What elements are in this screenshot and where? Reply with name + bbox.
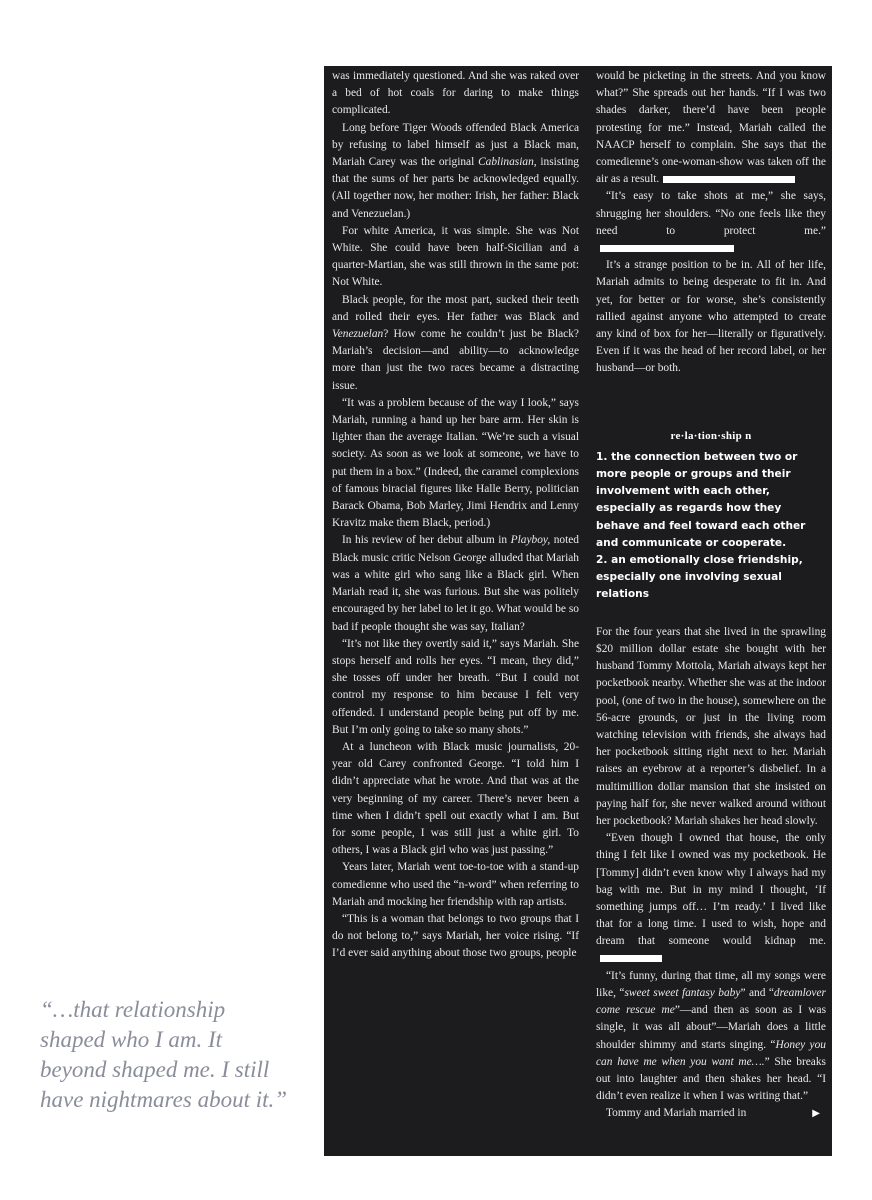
paragraph: For the four years that she lived in the sprawling $20 million dollar estate she bought with her husband Tommy Mottola, Mariah always kept her pocketbook nearby. Whether she was at the indoor pool, (one of two in the house), somewhere on the 56-acre grounds, or just in the living room watching television with friends, she always had her pocketbook sitting right next to her. Mariah raises an eyebrow at a reporter’s disbelief. In a multimillion dollar mansion that she insisted on paying half for, she never walked around without her pocketbook? Mariah shakes her head slowly. xyxy=(596,625,826,827)
paragraph: “It was a problem because of the way I look,” says Mariah, running a hand up her bare arm. Her skin is lighter than the average Italian. “We’re such a visual society. As soon as we look at someone, we have to put them in a box.” (Indeed, the caramel complexions of famous biracial figures like Halle Berry, politician Barack Obama, Bob Marley, Jimi Hendrix and Lenny Kravitz make them Black, period.) xyxy=(332,396,579,530)
paragraph: was immediately questioned. And she was raked over a bed of hot coals for daring to make things complicated. xyxy=(332,70,579,117)
paragraph: would be picketing in the streets. And you know what?” She spreads out her hands. “If I was two shades darker, there’d have been people protesting for me.” Instead, Mariah called the NAACP herself to complain. She says that the comedienne’s one-woman-show was taken off the air as a result. xyxy=(596,70,826,186)
paragraph: Tommy and Mariah married in ▶ xyxy=(596,1105,826,1122)
article-panel xyxy=(324,66,832,1156)
definition-list xyxy=(596,449,826,604)
paragraph: For white America, it was simple. She was Not White. She could have been half-Sicilian and a quarter-Martian, she was still thrown in the same pot: Not White. xyxy=(332,224,579,289)
definition-sense: 1. the connection between two or more people or groups and their involvement with each other, especially as regards how they behave and feel toward each other and communicate or cooperate. xyxy=(596,450,806,549)
definition-sense: 2. an emotionally close friendship, especially one involving sexual relations xyxy=(596,554,803,601)
paragraph: Long before Tiger Woods offended Black America by refusing to label himself as just a Black man, Mariah Carey was the original Cablinasian, insisting that the sums of her parts be acknowledged equally. (All together now, her mother: Irish, her father: Black and Venezuelan.) xyxy=(332,121,579,220)
paragraph: “This is a woman that belongs to two groups that I do not belong to,” says Mariah, her voice rising. “If I’d ever said anything about those two groups, people xyxy=(332,912,579,960)
paragraph: It’s a strange position to be in. All of her life, Mariah admits to being desperate to fit in. And yet, for better or for worse, she’s consistently rallied against anyone who attempted to create any kind of box for her—literally or figuratively. Even if it was the head of her record label, or her husband—or both. xyxy=(596,259,826,375)
paragraph: “It’s not like they overtly said it,” says Mariah. She stops herself and rolls her eyes. “I mean, they did,” she tosses off under her breath. “But I could not control my response to him because I felt very offended. I understand people being put off by me. But I’m only going to take so many shots.” xyxy=(332,637,579,736)
paragraph: “It’s easy to take shots at me,” she says, shrugging her shoulders. “No one feels like they need to protect me.” xyxy=(596,188,826,257)
left-column xyxy=(332,68,579,963)
white-rule xyxy=(600,955,662,962)
pull-quote: “…that relationship shaped who I am. It beyond shaped me. I still have nightmares about it.” xyxy=(40,997,288,1112)
paragraph: “It’s funny, during that time, all my songs were like, “sweet sweet fantasy baby” and “dreamlover come rescue me”—and then as soon as I was single, it was all about”—Mariah does a little shoulder shimmy and starts singing. “Honey you can have me when you want me….” She breaks out into laughter and then shakes her head. “I didn’t even realize it when I was writing that.” xyxy=(596,969,826,1103)
paragraph: In his review of her debut album in Playboy, noted Black music critic Nelson George alluded that Mariah was a white girl who sang like a Black girl. When Mariah read it, she was furious. But she was politely encouraged by her label to let it go. What would be so bad if people thought she was say, Italian? xyxy=(332,534,579,633)
white-rule xyxy=(600,245,734,252)
story-continued xyxy=(596,624,826,1123)
paragraph: At a luncheon with Black music journalists, 20-year old Carey confronted George. “I told him I didn’t appreciate what he wrote. And that was at the very beginning of my career. There’s never been a time when I didn’t spell out exactly what I am. But for some people, I was still just a white girl. To others, I was a Black girl who was just passing.” xyxy=(332,740,579,857)
definition-headword: re·la·tion·ship n xyxy=(670,429,752,442)
paragraph: Black people, for the most part, sucked their teeth and rolled their eyes. Her father was Black and Venezuelan? How come he couldn’t just be Black? Mariah’s decision—and ability—to acknowledge more than just the two races became a distracting issue. xyxy=(332,293,579,392)
right-column xyxy=(596,68,826,1123)
white-rule xyxy=(663,176,795,183)
paragraph: “Even though I owned that house, the only thing I felt like I owned was my pocketbook. He [Tommy] didn’t even know why I always had my bag with me. But in my mind I thought, ‘If something jumps off… I’m ready.’ I lived like that for a long time. I used to wish, hope and dream that someone would kidnap me. xyxy=(596,830,826,968)
continue-arrow-icon: ▶ xyxy=(812,1108,820,1120)
paragraph: Years later, Mariah went toe-to-toe with a stand-up comedienne who used the “n-word” when referring to Mariah and mocking her friendship with rap artists. xyxy=(332,861,579,908)
